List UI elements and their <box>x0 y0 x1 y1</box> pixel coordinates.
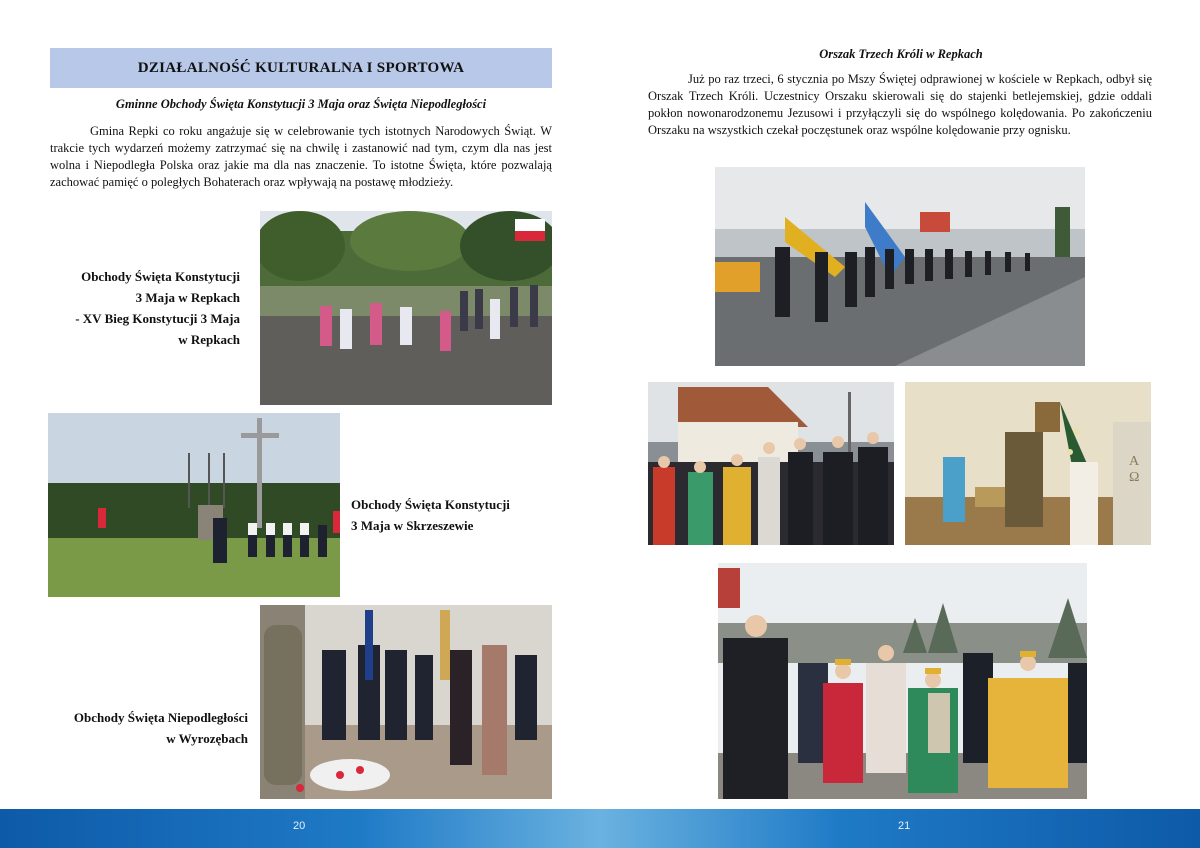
footer-bar <box>0 809 1200 848</box>
caption1-line1: Obchody Święta Konstytucji <box>81 269 240 284</box>
photo-three-kings-walking <box>718 563 1087 799</box>
caption2-line1: Obchody Święta Konstytucji <box>351 497 510 512</box>
caption-constitution-repki <box>60 266 240 350</box>
page-number-left: 20 <box>293 820 306 832</box>
photo-procession-street <box>715 167 1085 366</box>
left-paragraph-text: Gmina Repki co roku angażuje się w celebrowanie tych istotnych Narodowych Świąt. W trakcie tych wydarzeń możemy zatrzymać się na chwilę i zastanowić nad tym, czym dla nas jest wolna i Niepodległa Polska oraz jakie ma dla nas znaczenie. To istotne Święta, które pozwalają zachować pamięć o poległych Bohaterach oraz wpływają na postawę młodzieży. <box>50 124 552 189</box>
caption1-line4: w Repkach <box>178 332 240 347</box>
right-paragraph-text: Już po raz trzeci, 6 stycznia po Mszy Świętej odprawionej w kościele w Repkach, odbył się Orszak Trzech Króli. Uczestnicy Orszaku skierowali się do stajenki betlejemskiej, gdzie oddali pokłon nowonarodzonemu Jezusowi i przyłączyli się do wspólnego kolędowania. Po zakończeniu Orszaku na wszystkich czekał poczęstunek oraz wspólne kolędowanie przy ognisku. <box>648 72 1152 137</box>
right-subtitle: Orszak Trzech Króli w Repkach <box>819 47 983 61</box>
caption3-line2: w Wyrozębach <box>166 731 248 746</box>
page-number-right: 21 <box>898 820 911 832</box>
caption1-line2: 3 Maja w Repkach <box>135 290 240 305</box>
caption3-line1: Obchody Święta Niepodległości <box>73 710 248 725</box>
left-paragraph <box>50 123 552 191</box>
photo-three-kings-crowd <box>648 382 894 545</box>
section-title-banner <box>50 48 552 88</box>
right-paragraph <box>648 71 1152 139</box>
caption-independence-wyrozeby <box>50 707 248 749</box>
photo-constitution-skrzeszew <box>48 413 340 597</box>
section-title: DZIAŁALNOŚĆ KULTURALNA I SPORTOWA <box>137 59 465 76</box>
photo-constitution-run-repki <box>260 211 552 405</box>
altar-alpha-omega: A Ω <box>1129 454 1140 485</box>
left-subtitle: Gminne Obchody Święta Konstytucji 3 Maja oraz Święta Niepodległości <box>115 97 487 111</box>
caption1-line3: - XV Bieg Konstytucji 3 Maja <box>75 311 240 326</box>
caption2-line2: 3 Maja w Skrzeszewie <box>351 518 474 533</box>
photo-independence-wyrozeby <box>260 605 552 799</box>
photo-nativity-church <box>905 382 1151 545</box>
caption-constitution-skrzeszew <box>351 494 551 536</box>
